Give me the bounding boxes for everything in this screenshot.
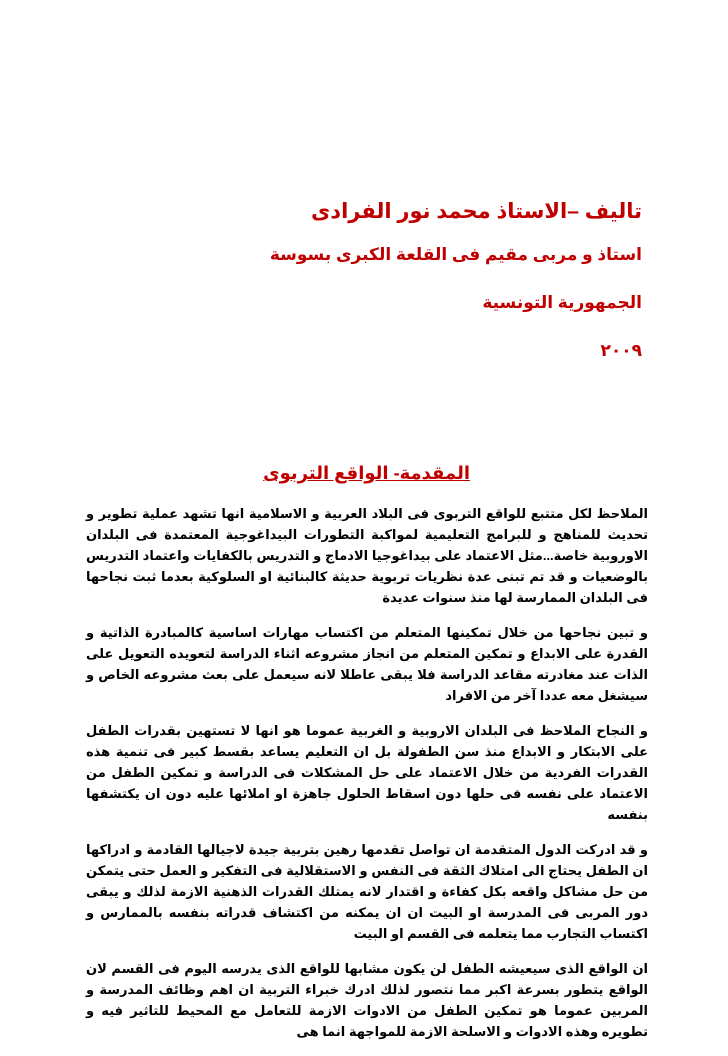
author-block bbox=[222, 196, 642, 364]
paragraph: و قد ادركت الدول المتقدمة ان تواصل تقدمها رهين بتربية جيدة لاجيالها القادمة و ادراكها ان الطفل يحتاج الى امتلاك الثقة فى النفس و الاستقلالية فى التفكير و العمل حتى يتمكن من حل مشاكل واقعه بكل كفاءة و اقتدار لانه يمتلك القدرات الذهنية الازمة لذلك و يبقى دور المربى فى المدرسة او البيت ان ان يمكنه من اكتشاف قدراته بنفسه بالممارس و اكتساب التجارب مما يتعلمه فى القسم او البيت bbox=[86, 842, 648, 941]
paragraph: ان الواقع الذى سيعيشه الطفل لن يكون مشابها للواقع الذى يدرسه اليوم فى القسم لان الواقع يتطور بسرعة اكبر مما نتصور لذلك ادرك خبراء التربية ان اهم وظائف المدرسة و المربين عموما هو تمكين الطفل من الادوات الازمة للتعامل مع المحيط للتاثير فيه و تطويره وهذه الادوات و الاسلحة الازمة للمواجهة انما هى bbox=[86, 961, 648, 1039]
paragraph: الملاحظ لكل متتبع للواقع التربوى فى البلاد العربية و الاسلامية انها تشهد عملية تطوير و تحديث للمناهج و للبرامج التعليمية لمواكبة التطورات البيداغوجية المعتمدة فى البلدان الاوروبية خاصة...مثل الاعتماد على بيداغوجيا الادماج و التدريس بالكفايات واعتماد التدريس بالوضعيات و قد تم تبنى عدة نظريات تربوية حديثة كالبنائية او السلوكية بعدما ثبت نجاحها فى البلدان الممارسة لها منذ سنوات عديدة bbox=[86, 506, 648, 605]
section-title-text: المقدمة- الواقع التربوى bbox=[263, 463, 470, 483]
author-country: الجمهورية التونسية bbox=[482, 293, 642, 312]
author-role: استاذ و مربى مقيم فى القلعة الكبرى بسوسة bbox=[269, 245, 642, 264]
section-title bbox=[263, 459, 470, 487]
author-name: تاليف –الاستاذ محمد نور الفرادى bbox=[311, 200, 642, 223]
paragraph: و النجاح الملاحظ فى البلدان الاروبية و الغربية عموما هو انها لا تستهين بقدرات الطفل على الابتكار و الابداع منذ سن الطفولة بل ان التعليم يساعد بقسط كبير فى تنمية هذه القدرات الفردية من خلال الاعتماد على حل المشكلات فى الدراسة و تمكين الطفل من الاعتماد على نفسه فى حلها دون اسقاط الحلول جاهزة او املائها عليه دون ان يكتشفها بنفسه bbox=[86, 723, 648, 822]
body-text bbox=[86, 503, 648, 1056]
author-year: ٢٠٠٩ bbox=[600, 341, 642, 360]
paragraph: و تبين نجاحها من خلال تمكينها المتعلم من اكتساب مهارات اساسية كالمبادرة الذاتية و القدرة على الابداع و تمكين المتعلم من انجاز مشروعه اثناء الدراسة لتعويده التعويل على الذات عند مغادرته مقاعد الدراسة فلا يبقى عاطلا لانه سيعمل على بعث مشروعه الخاص و سيشغل معه عددا آخر من الافراد bbox=[86, 625, 648, 703]
